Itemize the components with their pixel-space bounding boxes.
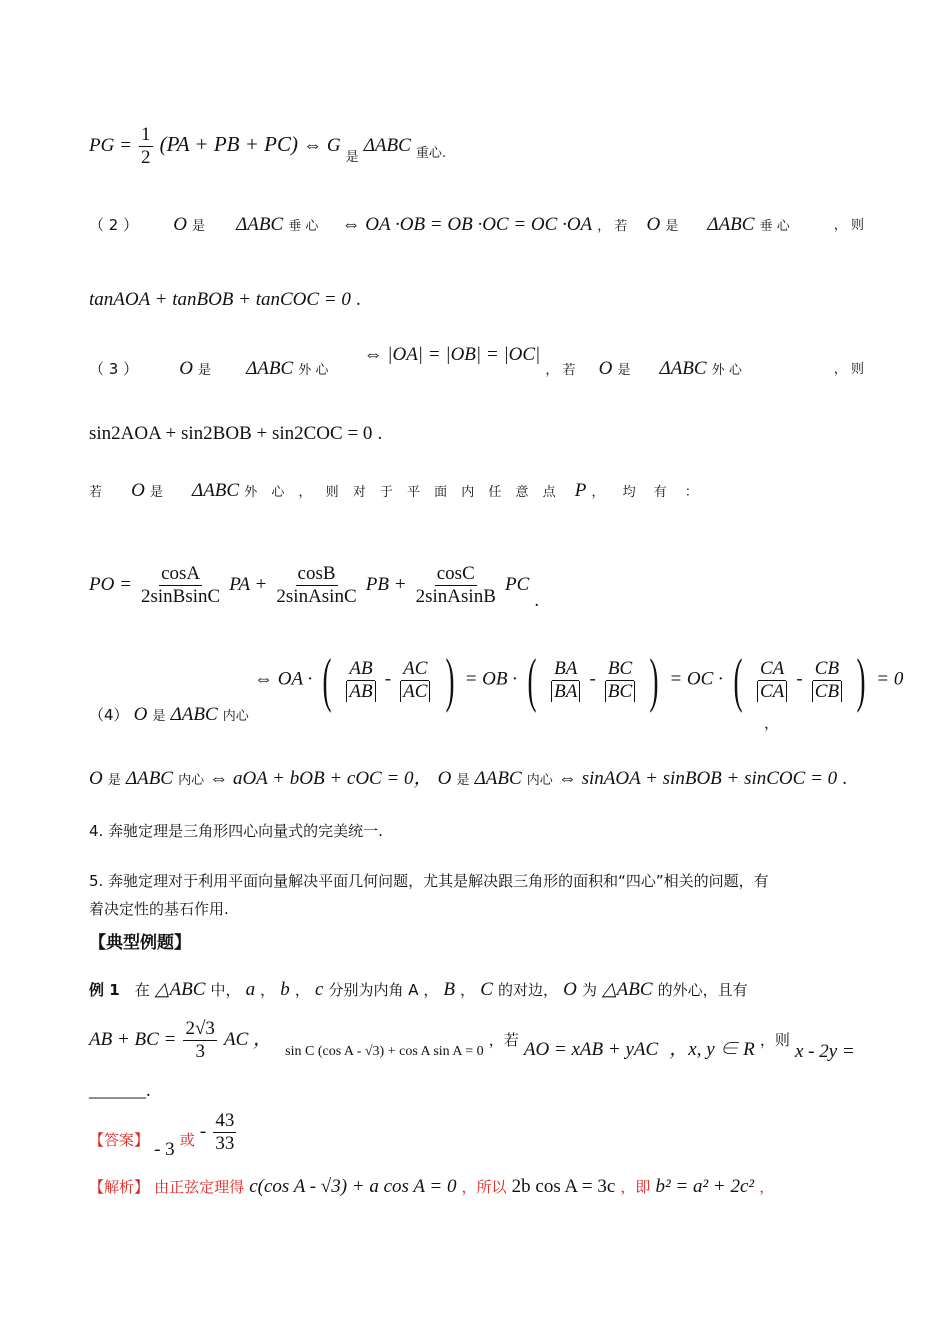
in-ac-abs: AC — [400, 681, 430, 703]
circ-triangle: ΔABC — [246, 358, 294, 379]
answer-v1: - 3 — [154, 1138, 175, 1160]
ex1-C: C — [480, 979, 493, 1000]
in2-tri2: ΔABC — [474, 768, 522, 789]
any-triangle: ΔABC — [192, 480, 240, 501]
analysis-t2: ，所以 — [461, 1178, 507, 1196]
ex1-cond1-rhs: AC ， — [224, 1028, 273, 1050]
in-cb: CB — [814, 657, 840, 679]
in-ca-abs: CA — [757, 681, 787, 703]
centroid-lhs: PG = — [89, 134, 132, 156]
po-frac3 — [414, 563, 498, 608]
ex1-sep3: ， — [460, 981, 476, 999]
paren-open-3: ( — [733, 647, 743, 713]
paren-close-2: ) — [649, 647, 659, 713]
in-minus-1: - — [384, 668, 392, 690]
incenter-formula — [254, 647, 904, 713]
ex1-cond3: AO = xAB + yAC — [523, 1038, 659, 1060]
po-formula — [89, 563, 540, 611]
any-shi: 是 — [149, 485, 163, 500]
centroid-tail: 重心. — [415, 145, 447, 161]
ex1-cond1-lhs: AB + BC = — [89, 1028, 177, 1050]
in2-shi2: 是 — [456, 773, 470, 788]
ex1-B: B — [443, 979, 456, 1000]
ortho-ze: ， 则 — [833, 218, 864, 233]
in2-tri1: ΔABC — [125, 768, 173, 789]
answer-neg: - — [199, 1120, 207, 1142]
circ-o2: O — [598, 358, 613, 379]
half-num: 1 — [141, 124, 151, 145]
in-ca: CA — [760, 657, 785, 679]
in-shi: 是 — [152, 709, 166, 724]
ortho-center2: 垂 心 — [759, 219, 790, 234]
ex1-cond2: sin C (cos A - √3) + cos A sin A = 0 — [285, 1043, 484, 1059]
ortho-shi: 是 — [192, 219, 206, 234]
in-bc: BC — [607, 657, 633, 679]
ex1-cond1-den: 3 — [195, 1040, 205, 1062]
analysis-f2: 2b cos A = 3c — [511, 1176, 616, 1197]
centroid-iff: ⇔ G — [303, 134, 341, 156]
ex1-ask: x - 2y = — [794, 1040, 855, 1062]
in-frac-ab — [344, 658, 377, 703]
answer-den: 33 — [215, 1132, 235, 1154]
ex1-text3: 分别为内角 A ， — [328, 981, 439, 999]
ex1-cond2-tail: ，若 — [488, 1030, 519, 1049]
any-point-line — [89, 480, 864, 502]
item-4: 4. 奔驰定理是三角形四心向量式的完美统一. — [89, 822, 383, 840]
circ-ze: ， 则 — [833, 362, 864, 377]
in-eq-oc: = OC · — [669, 668, 723, 690]
analysis-t3: ，即 — [620, 1178, 651, 1196]
circ-shi: 是 — [198, 363, 212, 378]
po-frac1 — [139, 563, 222, 608]
ortho-period: . — [355, 289, 361, 310]
po-v1: PA + — [229, 573, 268, 595]
po-n1: cosA — [161, 563, 201, 584]
ex1-sep1: ， — [260, 981, 276, 999]
ortho-formula: ⇔ OA ·OB = OB ·OC = OC ·OA — [341, 214, 593, 235]
ex1-text1: 在 — [134, 981, 150, 999]
ex1-text6: 的外心，且有 — [657, 981, 748, 999]
in-ab-abs: AB — [346, 681, 375, 703]
ex1-b: b — [280, 979, 290, 1000]
in-ba-abs: BA — [551, 681, 580, 703]
orthocenter-line — [89, 214, 864, 236]
paren-close-3: ) — [856, 647, 866, 713]
ex1-label: 例 1 — [89, 981, 120, 999]
any-text: 外 心 ， 则 对 于 平 面 内 任 意 点 — [244, 485, 556, 500]
analysis-t1: 由正弦定理得 — [154, 1178, 245, 1196]
in2-o1: O — [89, 768, 103, 789]
ortho-o2: O — [646, 214, 661, 235]
ortho-o: O — [173, 214, 187, 235]
incenter-label-line — [89, 704, 249, 726]
answer-tag: 【答案】 — [89, 1130, 150, 1149]
any-ruo: 若 — [89, 485, 103, 500]
in2-shi1: 是 — [107, 773, 121, 788]
ortho-shi2: 是 — [665, 219, 679, 234]
in-bc-abs: BC — [605, 681, 635, 703]
in-frac-cb — [810, 658, 844, 703]
po-d3: 2sinAsinB — [415, 585, 496, 607]
ortho-result-line — [89, 289, 361, 311]
circ-label: （ 3 ） — [89, 360, 139, 378]
in2-c2: 内心 — [526, 773, 553, 788]
in2-f2: ⇔ sinAOA + sinBOB + sinCOC = 0 — [557, 768, 838, 789]
circ-result-line — [89, 423, 382, 445]
centroid-formula — [89, 124, 446, 169]
analysis-tag: 【解析】 — [89, 1178, 150, 1196]
ex1-c: c — [314, 979, 324, 1000]
ex1-cond4: ，x, y ∈ R — [669, 1038, 755, 1060]
half-den: 2 — [141, 146, 151, 168]
paren-open-2: ( — [527, 647, 537, 713]
in-iff-oa: ⇔ OA · — [254, 668, 313, 690]
answer-line — [89, 1110, 238, 1160]
centroid-paren: (PA + PB + PC) — [159, 131, 298, 156]
ortho-ruo: ， 若 — [597, 219, 628, 234]
in-frac-bc — [603, 658, 637, 703]
any-p: P — [574, 480, 587, 501]
centroid-triangle: ΔABC — [363, 134, 411, 156]
in2-period: . — [842, 768, 847, 789]
in-frac-ca — [755, 658, 789, 703]
in-ba: BA — [554, 657, 578, 679]
paren-close-1: ) — [445, 647, 455, 713]
in2-o2: O — [437, 768, 452, 789]
in-frac-ba — [549, 658, 582, 703]
in-minus-3: - — [796, 668, 803, 690]
circ-period: . — [377, 423, 383, 444]
analysis-t4: ， — [759, 1178, 775, 1196]
any-o: O — [131, 480, 145, 501]
po-n2: cosB — [297, 563, 336, 584]
ortho-center: 垂 心 — [288, 219, 319, 234]
incenter-line2 — [89, 763, 847, 790]
circ-center2: 外 心 — [711, 363, 742, 378]
in-frac-ac — [398, 658, 432, 703]
circumcenter-line — [89, 344, 864, 380]
in-eq-ob: = OB · — [464, 668, 517, 690]
po-n3: cosC — [436, 563, 475, 584]
any-tail: ， 均 有 ： — [591, 485, 698, 500]
ortho-triangle2: ΔABC — [707, 214, 755, 235]
circ-shi2: 是 — [617, 363, 631, 378]
in-comma: ， — [764, 714, 780, 732]
po-frac2 — [274, 563, 358, 608]
paren-open-1: ( — [322, 647, 332, 713]
in-o: O — [133, 704, 148, 725]
ortho-triangle: ΔABC — [236, 214, 284, 235]
ex1-blank: ______. — [89, 1080, 151, 1101]
in-minus-2: - — [589, 668, 596, 690]
in-label: （4） — [89, 706, 129, 724]
circ-triangle2: ΔABC — [659, 358, 707, 379]
in-cb-abs: CB — [812, 681, 842, 703]
section-title: 【典型例题】 — [89, 933, 191, 953]
po-v3: PC — [504, 573, 530, 595]
ex1-tri: △ABC — [154, 979, 206, 1000]
in2-c1: 内心 — [178, 773, 205, 788]
ex1-cond1-num: 2√3 — [185, 1018, 215, 1039]
po-d1: 2sinBsinC — [141, 585, 221, 607]
analysis-line — [89, 1176, 774, 1198]
example1-line2 — [89, 1018, 855, 1063]
ex1-text2: 中， — [210, 981, 241, 999]
item-5-line2: 着决定性的基石作用. — [89, 900, 229, 918]
in-eq-zero: = 0 — [876, 668, 904, 690]
ex1-sep2: ， — [294, 981, 310, 999]
half-fraction — [139, 124, 153, 169]
ex1-text5: 为 — [581, 981, 597, 999]
analysis-f3: b² = a² + 2c² — [655, 1176, 755, 1197]
ex1-cond1-frac — [183, 1018, 216, 1063]
in-ac: AC — [403, 657, 428, 679]
po-d2: 2sinAsinC — [276, 585, 357, 607]
ex1-cond4-tail: ，则 — [759, 1030, 790, 1049]
example1-line1 — [89, 978, 748, 1001]
circ-o: O — [179, 358, 193, 379]
analysis-f1: c(cos A - √3) + a cos A = 0 — [249, 1176, 457, 1197]
item-5-line1: 5. 奔驰定理对于利用平面向量解决平面几何问题，尤其是解决跟三角形的面积和“四心”相关的问题，有 — [89, 872, 769, 890]
ex1-text4: 的对边， — [498, 981, 559, 999]
in-triangle: ΔABC — [170, 704, 218, 725]
answer-num: 43 — [215, 1110, 235, 1131]
ortho-label: （ 2 ） — [89, 216, 139, 234]
in-ab: AB — [349, 657, 373, 679]
po-period: . — [534, 589, 540, 611]
po-v2: PB + — [365, 573, 407, 595]
ex1-tri2: △ABC — [602, 979, 653, 1000]
circ-center: 外 心 — [298, 363, 329, 378]
in-center: 内心 — [222, 709, 249, 724]
ex1-o: O — [563, 979, 577, 1000]
in2-f1: ⇔ aOA + bOB + cOC = 0， — [209, 768, 433, 789]
circ-result: sin2AOA + sin2BOB + sin2COC = 0 — [89, 423, 373, 444]
answer-frac — [213, 1110, 236, 1155]
po-lhs: PO = — [89, 573, 132, 595]
circ-formula: ⇔ |OA| = |OB| = |OC| — [363, 344, 541, 365]
answer-or: 或 — [179, 1130, 195, 1149]
ex1-a: a — [245, 979, 256, 1000]
ortho-result: tanAOA + tanBOB + tanCOC = 0 — [89, 289, 351, 310]
centroid-shi: 是 — [345, 149, 359, 165]
circ-ruo: ， 若 — [545, 363, 576, 378]
